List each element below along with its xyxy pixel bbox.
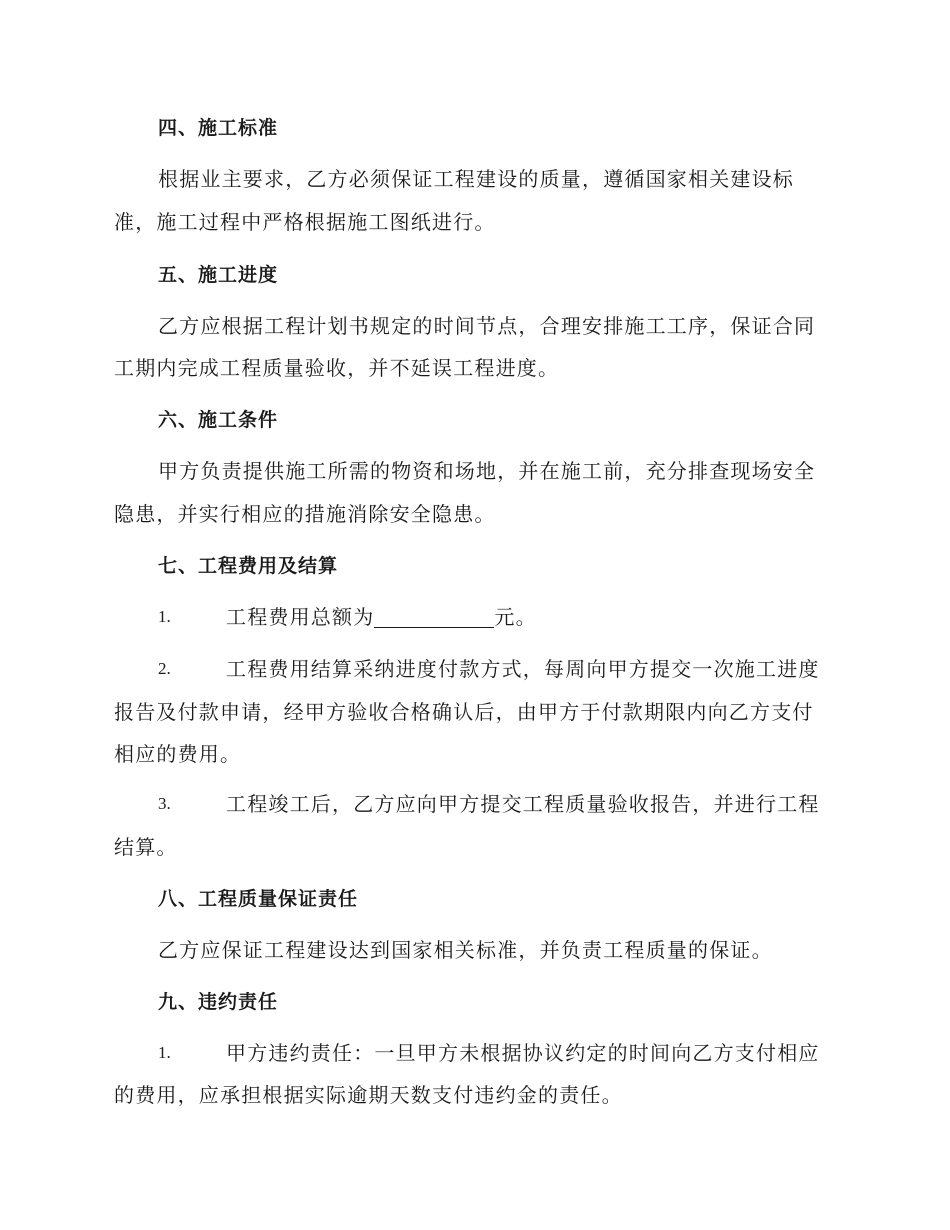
list-number: 1.	[158, 607, 171, 626]
list-item-text: 工程费用结算采纳进度付款方式，每周向甲方提交一次施工进度	[226, 657, 820, 681]
list-item-text: 报告及付款申请，经甲方验收合格确认后，由甲方于付款期限内向乙方支付	[114, 700, 814, 724]
fee-total-label: 工程费用总额为	[226, 605, 375, 629]
paragraph-line: 隐患，并实行相应的措施消除安全隐患。	[114, 502, 496, 526]
list-item-text: 结算。	[114, 835, 178, 859]
list-item-text: 工程竣工后，乙方应向甲方提交工程质量验收报告，并进行工程	[226, 792, 820, 816]
list-number: 3.	[158, 794, 171, 813]
paragraph-line: 甲方负责提供施工所需的物资和场地，并在施工前，充分排查现场安全	[158, 459, 816, 483]
list-item-text	[226, 603, 537, 631]
section-heading-4: 四、施工标准	[158, 117, 279, 139]
section-heading-9: 九、违约责任	[158, 991, 279, 1013]
list-item-text: 甲方违约责任：一旦甲方未根据协议约定的时间向乙方支付相应	[226, 1041, 820, 1065]
paragraph-line: 根据业主要求，乙方必须保证工程建设的质量，遵循国家相关建设标	[158, 167, 794, 191]
paragraph-line: 工期内完成工程质量验收，并不延误工程进度。	[114, 356, 560, 380]
list-item-text: 相应的费用。	[114, 742, 242, 766]
paragraph-line: 乙方应根据工程计划书规定的时间节点，合理安排施工工序，保证合同	[158, 314, 816, 338]
section-heading-7: 七、工程费用及结算	[158, 555, 339, 577]
fee-total-unit: 元。	[494, 605, 537, 629]
fee-total-blank	[374, 605, 494, 628]
list-number: 2.	[158, 659, 171, 678]
list-item-text: 的费用，应承担根据实际逾期天数支付违约金的责任。	[114, 1083, 623, 1107]
list-number: 1.	[158, 1043, 171, 1062]
section-heading-8: 八、工程质量保证责任	[158, 888, 359, 910]
paragraph-line: 准，施工过程中严格根据施工图纸进行。	[114, 210, 496, 234]
section-heading-6: 六、施工条件	[158, 409, 279, 431]
paragraph-line: 乙方应保证工程建设达到国家相关标准，并负责工程质量的保证。	[158, 938, 773, 962]
section-heading-5: 五、施工进度	[158, 264, 279, 286]
